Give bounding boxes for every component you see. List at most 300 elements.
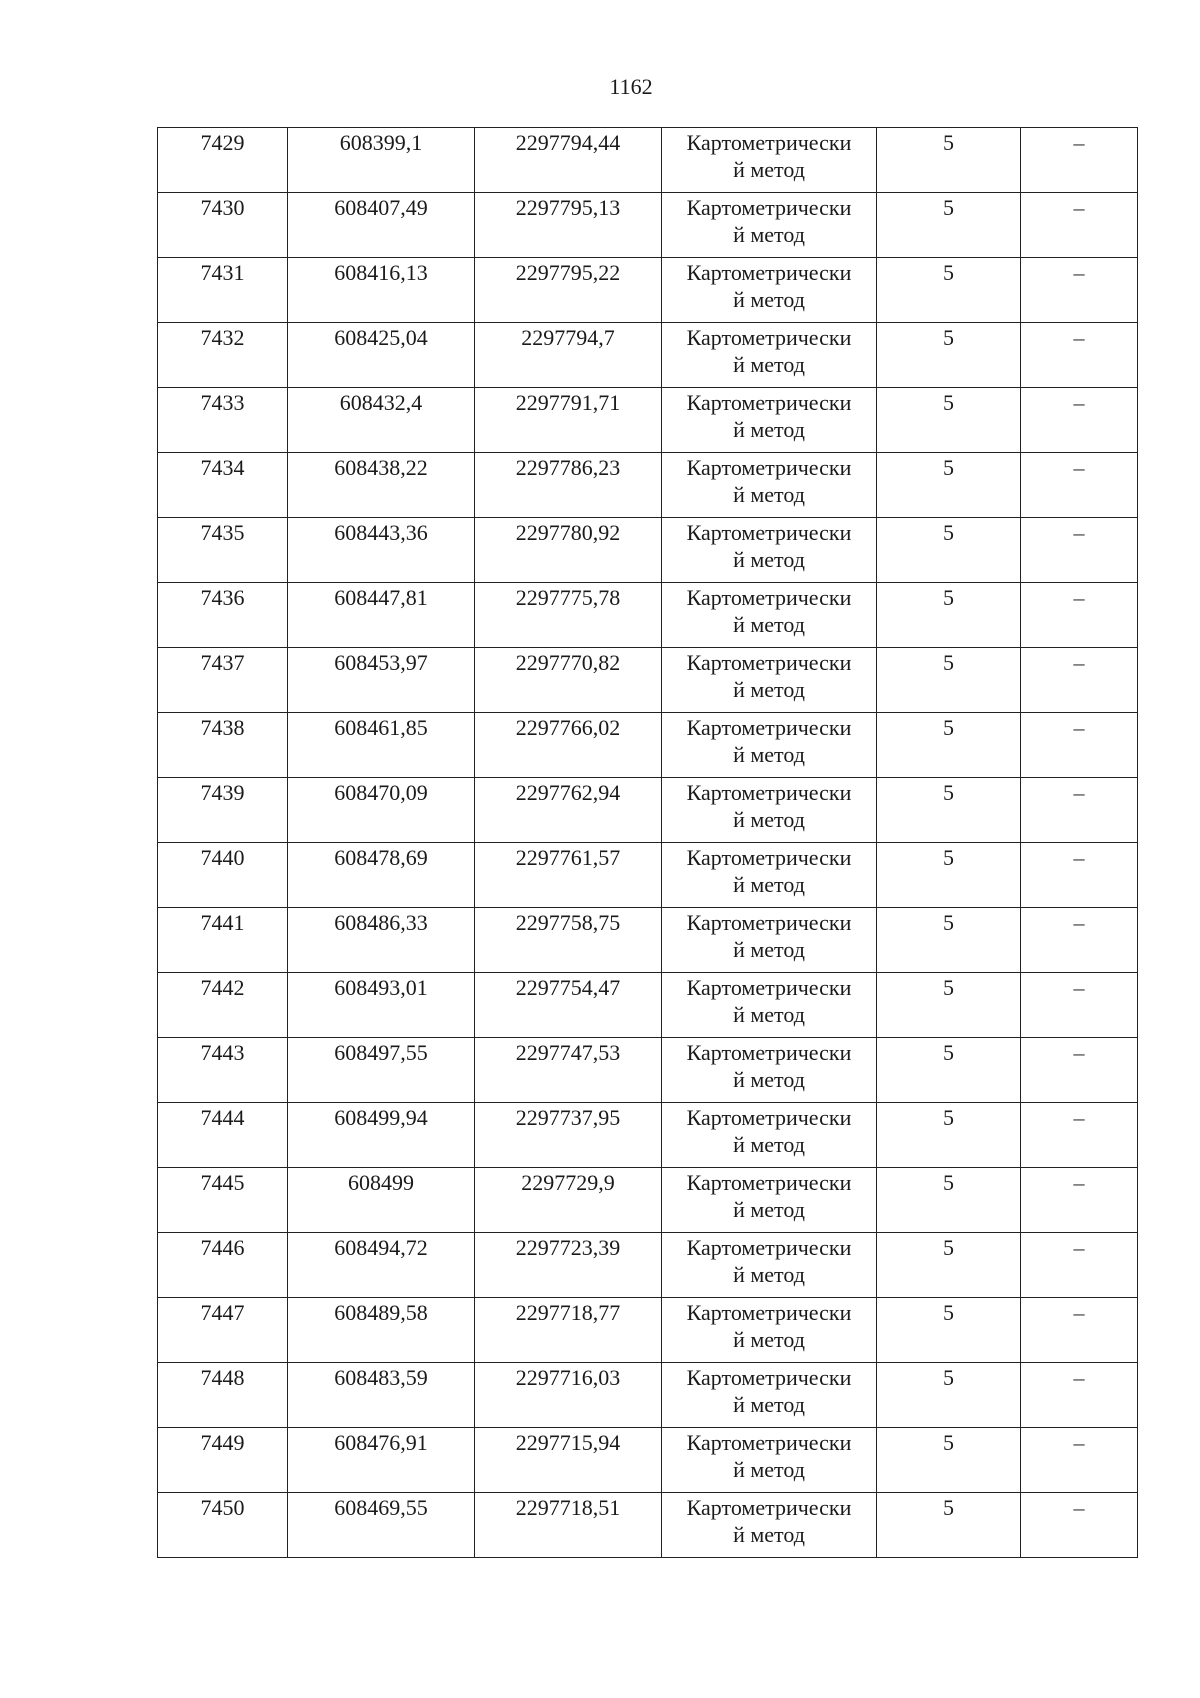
method-cell	[662, 1298, 877, 1363]
note-cell	[1021, 908, 1138, 973]
point-number-text: 7430	[200, 195, 245, 220]
note-cell	[1021, 193, 1138, 258]
y-coordinate-text: 2297794,7	[521, 325, 615, 350]
method-text-line-1: Картометрически	[686, 130, 852, 155]
y-coordinate-cell	[475, 1103, 662, 1168]
y-coordinate-text: 2297754,47	[515, 975, 621, 1000]
x-coordinate-cell	[288, 518, 475, 583]
method-cell	[662, 323, 877, 388]
point-number-cell	[158, 583, 288, 648]
table-row	[158, 648, 1138, 713]
note-text: –	[1073, 1235, 1085, 1260]
x-coordinate-text: 608478,69	[334, 845, 428, 870]
accuracy-text: 5	[943, 1235, 954, 1260]
y-coordinate-cell	[475, 388, 662, 453]
accuracy-cell	[877, 128, 1021, 193]
method-text-line-2: й метод	[733, 1197, 805, 1222]
accuracy-text: 5	[943, 130, 954, 155]
table-row	[158, 1428, 1138, 1493]
y-coordinate-text: 2297770,82	[515, 650, 621, 675]
x-coordinate-text: 608438,22	[334, 455, 428, 480]
note-cell	[1021, 1233, 1138, 1298]
note-text: –	[1073, 1365, 1085, 1390]
method-text-line-2: й метод	[733, 1457, 805, 1482]
method-text-line-2: й метод	[733, 742, 805, 767]
note-text: –	[1073, 390, 1085, 415]
point-number-text: 7432	[200, 325, 245, 350]
point-number-text: 7435	[200, 520, 245, 545]
method-text-line-1: Картометрически	[686, 1300, 852, 1325]
method-text-line-1: Картометрически	[686, 780, 852, 805]
accuracy-cell	[877, 908, 1021, 973]
y-coordinate-cell	[475, 1168, 662, 1233]
note-cell	[1021, 713, 1138, 778]
x-coordinate-cell	[288, 973, 475, 1038]
method-text-line-1: Картометрически	[686, 975, 852, 1000]
y-coordinate-text: 2297761,57	[515, 845, 621, 870]
table-row	[158, 1493, 1138, 1558]
accuracy-text: 5	[943, 520, 954, 545]
method-text-line-2: й метод	[733, 287, 805, 312]
y-coordinate-text: 2297758,75	[515, 910, 621, 935]
x-coordinate-text: 608499	[348, 1170, 414, 1195]
point-number-cell	[158, 193, 288, 258]
y-coordinate-text: 2297795,22	[515, 260, 621, 285]
method-text-line-2: й метод	[733, 677, 805, 702]
note-text: –	[1073, 195, 1085, 220]
method-text-line-2: й метод	[733, 157, 805, 182]
accuracy-cell	[877, 258, 1021, 323]
y-coordinate-text: 2297786,23	[515, 455, 621, 480]
method-text-line-1: Картометрически	[686, 1495, 852, 1520]
note-text: –	[1073, 455, 1085, 480]
method-text-line-2: й метод	[733, 352, 805, 377]
point-number-text: 7448	[200, 1365, 245, 1390]
note-text: –	[1073, 910, 1085, 935]
point-number-cell	[158, 1363, 288, 1428]
y-coordinate-text: 2297766,02	[515, 715, 621, 740]
y-coordinate-text: 2297747,53	[515, 1040, 621, 1065]
point-number-text: 7434	[200, 455, 245, 480]
method-text-line-2: й метод	[733, 1067, 805, 1092]
table-row	[158, 1103, 1138, 1168]
method-cell	[662, 193, 877, 258]
method-cell	[662, 1493, 877, 1558]
point-number-text: 7443	[200, 1040, 245, 1065]
x-coordinate-text: 608493,01	[334, 975, 428, 1000]
note-text: –	[1073, 585, 1085, 610]
accuracy-cell	[877, 583, 1021, 648]
point-number-cell	[158, 1493, 288, 1558]
note-cell	[1021, 1168, 1138, 1233]
accuracy-cell	[877, 713, 1021, 778]
accuracy-cell	[877, 1103, 1021, 1168]
accuracy-text: 5	[943, 195, 954, 220]
x-coordinate-text: 608483,59	[334, 1365, 428, 1390]
note-cell	[1021, 1038, 1138, 1103]
method-text-line-2: й метод	[733, 1392, 805, 1417]
accuracy-text: 5	[943, 455, 954, 480]
y-coordinate-cell	[475, 583, 662, 648]
x-coordinate-text: 608470,09	[334, 780, 428, 805]
x-coordinate-cell	[288, 778, 475, 843]
point-number-text: 7447	[200, 1300, 245, 1325]
point-number-cell	[158, 518, 288, 583]
accuracy-cell	[877, 843, 1021, 908]
point-number-cell	[158, 1298, 288, 1363]
table-row	[158, 1363, 1138, 1428]
note-cell	[1021, 973, 1138, 1038]
x-coordinate-text: 608497,55	[334, 1040, 428, 1065]
accuracy-cell	[877, 323, 1021, 388]
y-coordinate-cell	[475, 648, 662, 713]
method-text-line-2: й метод	[733, 417, 805, 442]
method-cell	[662, 1168, 877, 1233]
accuracy-cell	[877, 778, 1021, 843]
y-coordinate-cell	[475, 1038, 662, 1103]
x-coordinate-cell	[288, 583, 475, 648]
table-row	[158, 518, 1138, 583]
x-coordinate-text: 608469,55	[334, 1495, 428, 1520]
y-coordinate-text: 2297791,71	[515, 390, 621, 415]
y-coordinate-text: 2297794,44	[515, 130, 621, 155]
accuracy-cell	[877, 1233, 1021, 1298]
point-number-cell	[158, 908, 288, 973]
accuracy-text: 5	[943, 845, 954, 870]
note-cell	[1021, 648, 1138, 713]
method-cell	[662, 843, 877, 908]
note-cell	[1021, 843, 1138, 908]
note-text: –	[1073, 130, 1085, 155]
note-cell	[1021, 128, 1138, 193]
method-text-line-2: й метод	[733, 1522, 805, 1547]
x-coordinate-text: 608399,1	[339, 130, 423, 155]
table-row	[158, 583, 1138, 648]
point-number-text: 7449	[200, 1430, 245, 1455]
method-text-line-1: Картометрически	[686, 1235, 852, 1260]
x-coordinate-text: 608443,36	[334, 520, 428, 545]
table-row	[158, 843, 1138, 908]
accuracy-cell	[877, 973, 1021, 1038]
accuracy-cell	[877, 193, 1021, 258]
point-number-cell	[158, 128, 288, 193]
note-text: –	[1073, 1300, 1085, 1325]
y-coordinate-cell	[475, 778, 662, 843]
point-number-text: 7439	[200, 780, 245, 805]
note-cell	[1021, 1298, 1138, 1363]
method-text-line-1: Картометрически	[686, 585, 852, 610]
x-coordinate-text: 608486,33	[334, 910, 428, 935]
y-coordinate-cell	[475, 1363, 662, 1428]
note-text: –	[1073, 1105, 1085, 1130]
point-number-text: 7445	[200, 1170, 245, 1195]
method-cell	[662, 1363, 877, 1428]
point-number-cell	[158, 973, 288, 1038]
x-coordinate-text: 608447,81	[334, 585, 428, 610]
y-coordinate-cell	[475, 713, 662, 778]
note-text: –	[1073, 1040, 1085, 1065]
point-number-cell	[158, 388, 288, 453]
y-coordinate-cell	[475, 1233, 662, 1298]
x-coordinate-cell	[288, 1233, 475, 1298]
y-coordinate-text: 2297718,51	[515, 1495, 621, 1520]
page-number: 1162	[609, 74, 653, 99]
x-coordinate-cell	[288, 1168, 475, 1233]
accuracy-text: 5	[943, 780, 954, 805]
note-text: –	[1073, 325, 1085, 350]
note-cell	[1021, 778, 1138, 843]
y-coordinate-text: 2297795,13	[515, 195, 621, 220]
method-cell	[662, 388, 877, 453]
point-number-cell	[158, 1103, 288, 1168]
point-number-text: 7442	[200, 975, 245, 1000]
accuracy-text: 5	[943, 910, 954, 935]
accuracy-text: 5	[943, 715, 954, 740]
method-text-line-2: й метод	[733, 1262, 805, 1287]
y-coordinate-cell	[475, 1298, 662, 1363]
y-coordinate-cell	[475, 323, 662, 388]
point-number-text: 7440	[200, 845, 245, 870]
table-row	[158, 713, 1138, 778]
accuracy-text: 5	[943, 975, 954, 1000]
x-coordinate-cell	[288, 1493, 475, 1558]
point-number-cell	[158, 323, 288, 388]
method-cell	[662, 453, 877, 518]
note-cell	[1021, 388, 1138, 453]
x-coordinate-text: 608499,94	[334, 1105, 428, 1130]
note-cell	[1021, 453, 1138, 518]
method-text-line-1: Картометрически	[686, 1365, 852, 1390]
method-cell	[662, 258, 877, 323]
method-cell	[662, 713, 877, 778]
method-text-line-1: Картометрически	[686, 715, 852, 740]
accuracy-text: 5	[943, 1495, 954, 1520]
coordinates-table-body	[158, 128, 1138, 1558]
x-coordinate-cell	[288, 323, 475, 388]
note-cell	[1021, 583, 1138, 648]
y-coordinate-text: 2297716,03	[515, 1365, 621, 1390]
point-number-cell	[158, 648, 288, 713]
method-text-line-2: й метод	[733, 872, 805, 897]
note-text: –	[1073, 1430, 1085, 1455]
y-coordinate-cell	[475, 193, 662, 258]
point-number-text: 7446	[200, 1235, 245, 1260]
point-number-cell	[158, 1038, 288, 1103]
y-coordinate-text: 2297775,78	[515, 585, 621, 610]
accuracy-text: 5	[943, 1365, 954, 1390]
table-row	[158, 1038, 1138, 1103]
point-number-text: 7444	[200, 1105, 245, 1130]
method-cell	[662, 778, 877, 843]
point-number-text: 7436	[200, 585, 245, 610]
method-text-line-1: Картометрически	[686, 1040, 852, 1065]
table-row	[158, 778, 1138, 843]
table-row	[158, 193, 1138, 258]
note-text: –	[1073, 260, 1085, 285]
accuracy-cell	[877, 453, 1021, 518]
x-coordinate-text: 608453,97	[334, 650, 428, 675]
table-row	[158, 258, 1138, 323]
x-coordinate-cell	[288, 648, 475, 713]
point-number-text: 7431	[200, 260, 245, 285]
y-coordinate-text: 2297780,92	[515, 520, 621, 545]
table-row	[158, 453, 1138, 518]
point-number-text: 7433	[200, 390, 245, 415]
method-text-line-2: й метод	[733, 937, 805, 962]
method-text-line-1: Картометрически	[686, 195, 852, 220]
x-coordinate-cell	[288, 258, 475, 323]
note-text: –	[1073, 520, 1085, 545]
accuracy-cell	[877, 1038, 1021, 1103]
note-text: –	[1073, 780, 1085, 805]
method-cell	[662, 1038, 877, 1103]
note-text: –	[1073, 1170, 1085, 1195]
method-text-line-2: й метод	[733, 547, 805, 572]
note-cell	[1021, 1428, 1138, 1493]
x-coordinate-cell	[288, 388, 475, 453]
accuracy-text: 5	[943, 1170, 954, 1195]
method-text-line-2: й метод	[733, 612, 805, 637]
y-coordinate-text: 2297723,39	[515, 1235, 621, 1260]
method-text-line-2: й метод	[733, 482, 805, 507]
method-cell	[662, 1428, 877, 1493]
table-row	[158, 1233, 1138, 1298]
point-number-cell	[158, 713, 288, 778]
method-text-line-1: Картометрически	[686, 1105, 852, 1130]
accuracy-text: 5	[943, 585, 954, 610]
note-cell	[1021, 1493, 1138, 1558]
x-coordinate-cell	[288, 1428, 475, 1493]
point-number-text: 7438	[200, 715, 245, 740]
table-row	[158, 388, 1138, 453]
y-coordinate-text: 2297715,94	[515, 1430, 621, 1455]
y-coordinate-cell	[475, 1428, 662, 1493]
method-cell	[662, 1103, 877, 1168]
accuracy-cell	[877, 1428, 1021, 1493]
point-number-cell	[158, 1428, 288, 1493]
note-cell	[1021, 518, 1138, 583]
method-text-line-1: Картометрически	[686, 325, 852, 350]
note-cell	[1021, 1103, 1138, 1168]
method-cell	[662, 648, 877, 713]
x-coordinate-text: 608416,13	[334, 260, 428, 285]
method-cell	[662, 908, 877, 973]
y-coordinate-text: 2297729,9	[521, 1170, 615, 1195]
x-coordinate-text: 608494,72	[334, 1235, 428, 1260]
method-text-line-1: Картометрически	[686, 520, 852, 545]
method-text-line-1: Картометрически	[686, 455, 852, 480]
method-cell	[662, 973, 877, 1038]
note-text: –	[1073, 715, 1085, 740]
y-coordinate-cell	[475, 973, 662, 1038]
y-coordinate-cell	[475, 128, 662, 193]
point-number-text: 7437	[200, 650, 245, 675]
coordinates-table	[157, 127, 1138, 1558]
method-text-line-2: й метод	[733, 1132, 805, 1157]
x-coordinate-text: 608461,85	[334, 715, 428, 740]
note-text: –	[1073, 975, 1085, 1000]
accuracy-cell	[877, 388, 1021, 453]
x-coordinate-text: 608425,04	[334, 325, 428, 350]
method-text-line-2: й метод	[733, 1327, 805, 1352]
method-text-line-2: й метод	[733, 807, 805, 832]
point-number-text: 7429	[200, 130, 245, 155]
x-coordinate-cell	[288, 713, 475, 778]
y-coordinate-cell	[475, 843, 662, 908]
accuracy-text: 5	[943, 390, 954, 415]
x-coordinate-text: 608489,58	[334, 1300, 428, 1325]
method-text-line-1: Картометрически	[686, 650, 852, 675]
x-coordinate-cell	[288, 1038, 475, 1103]
accuracy-text: 5	[943, 1300, 954, 1325]
point-number-cell	[158, 843, 288, 908]
table-row	[158, 973, 1138, 1038]
table-row	[158, 1298, 1138, 1363]
accuracy-text: 5	[943, 1040, 954, 1065]
y-coordinate-cell	[475, 1493, 662, 1558]
accuracy-text: 5	[943, 260, 954, 285]
table-row	[158, 128, 1138, 193]
note-cell	[1021, 258, 1138, 323]
accuracy-cell	[877, 518, 1021, 583]
method-cell	[662, 1233, 877, 1298]
note-text: –	[1073, 845, 1085, 870]
point-number-cell	[158, 1168, 288, 1233]
method-cell	[662, 128, 877, 193]
y-coordinate-cell	[475, 908, 662, 973]
method-text-line-2: й метод	[733, 1002, 805, 1027]
accuracy-cell	[877, 648, 1021, 713]
y-coordinate-cell	[475, 258, 662, 323]
x-coordinate-cell	[288, 193, 475, 258]
method-text-line-1: Картометрически	[686, 390, 852, 415]
x-coordinate-cell	[288, 1298, 475, 1363]
method-text-line-1: Картометрически	[686, 1430, 852, 1455]
accuracy-text: 5	[943, 1105, 954, 1130]
point-number-cell	[158, 453, 288, 518]
method-text-line-2: й метод	[733, 222, 805, 247]
method-cell	[662, 518, 877, 583]
point-number-text: 7441	[200, 910, 245, 935]
accuracy-cell	[877, 1298, 1021, 1363]
x-coordinate-cell	[288, 1363, 475, 1428]
method-text-line-1: Картометрически	[686, 1170, 852, 1195]
x-coordinate-text: 608476,91	[334, 1430, 428, 1455]
method-text-line-1: Картометрически	[686, 260, 852, 285]
table-row	[158, 908, 1138, 973]
accuracy-text: 5	[943, 1430, 954, 1455]
x-coordinate-cell	[288, 843, 475, 908]
accuracy-cell	[877, 1168, 1021, 1233]
note-text: –	[1073, 1495, 1085, 1520]
x-coordinate-cell	[288, 453, 475, 518]
note-cell	[1021, 1363, 1138, 1428]
table-row	[158, 1168, 1138, 1233]
x-coordinate-cell	[288, 908, 475, 973]
method-text-line-1: Картометрически	[686, 910, 852, 935]
x-coordinate-text: 608432,4	[339, 390, 423, 415]
method-cell	[662, 583, 877, 648]
point-number-cell	[158, 258, 288, 323]
table-row	[158, 323, 1138, 388]
x-coordinate-cell	[288, 1103, 475, 1168]
x-coordinate-text: 608407,49	[334, 195, 428, 220]
method-text-line-1: Картометрически	[686, 845, 852, 870]
accuracy-cell	[877, 1493, 1021, 1558]
accuracy-cell	[877, 1363, 1021, 1428]
point-number-cell	[158, 1233, 288, 1298]
y-coordinate-text: 2297718,77	[515, 1300, 621, 1325]
